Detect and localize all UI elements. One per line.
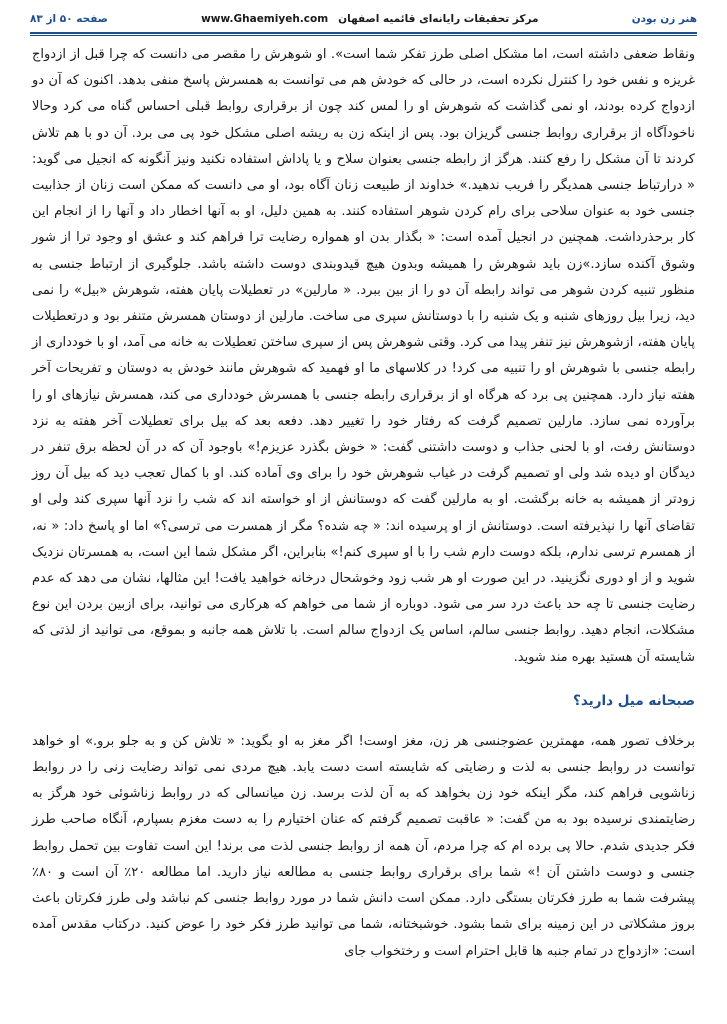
page-number: صفحه ۵۰ از ۸۳	[30, 13, 108, 25]
page-body	[32, 42, 695, 1016]
body-paragraph-2: برخلاف تصور همه، مهمترین عضوجنسی هر زن، مغز اوست! اگر مغز به او بگوید: « تلاش کن و به جلو برو.» او خواهد توانست در روابط جنسی به لذت و رضایتی که شایسته است دست یابد. هیچ مردی نمی تواند رضایت زنی را در روابط زناشویی فراهم کند، مگر اینکه خود زن بخواهد که به آن لذت برسد. زن میانسالی که در روابط زناشوئی خود هرگز به رضایتمندی نرسیده بود به من گفت: « عاقبت تصمیم گرفتم که عنان اختیارم را به دست مغزم بسپارم، آنگاه صاحب طرز فکر جدیدی شدم. حالا پی برده ام که چرا مردم، آن همه از روابط جنسی لذت می برند! این است تفاوت بین تحمل روابط جنسی و دوست داشتن آن !» شما برای برقراری روابط جنسی به مطالعه نیاز دارید. اما مطالعه ۲۰٪ آن است و ۸۰٪ پیشرفت شما به طرز فکرتان بستگی دارد. ممکن است دانش شما در مورد روابط جنسی کم نباشد ولی طرز فکرتان باعث بروز مشکلاتی در این زمینه برای شما بشود. خوشبختانه، شما می توانید طرز فکر خود را عوض کنید. درکتاب مقدس آمده است: «ازدواج در تمام جنبه ها قابل احترام است و رختخواب جای	[32, 733, 695, 959]
header-divider-thin	[30, 35, 697, 36]
section-heading: صبحانه میل دارید؟	[573, 692, 695, 709]
header-center	[201, 13, 538, 25]
page-header	[30, 8, 697, 30]
organization-name: مرکز تحقیقات رایانه‌ای قائمیه اصفهان	[338, 13, 539, 25]
site-url: www.Ghaemiyeh.com	[201, 13, 329, 25]
header-divider	[30, 32, 697, 34]
body-paragraph-1: ونقاط ضعفی داشته است، اما مشکل اصلی طرز تفکر شما است». او شوهرش را مقصر می دانست که چرا قبل از ازدواج غریزه و نفس خود را کنترل نکرده است، در حالی که خودش هم می توانست به همسرش پاسخ منفی بدهد. اکنون که آن دو ازدواج کرده بودند، او نمی گذاشت که شوهرش او را لمس کند چون از برقراری روابط قبلی احساس گناه می کرد وحالا ناخودآگاه از برقراری روابط جنسی گریزان بود. پس از اینکه زن به ریشه اصلی مشکل خود پی می برد. آن دو با هم تلاش کردند تا آن مشکل را رفع کنند. هرگز از رابطه جنسی بعنوان سلاح و یا پاداش استفاده نکنید ونیز آنگونه که انجیل می گوید: « درارتباط جنسی همدیگر را فریب ندهید.» خداوند از طبیعت زنان آگاه بود، او می دانست که ممکن است زنان از جذابیت جنسی خود به عنوان سلاحی برای رام کردن شوهر استفاده کنند. به همین دلیل، او به آنها اخطار داد و آنها را از انجام این کار برحذرداشت. همچنین در انجیل آمده است: « بگذار بدن او همواره رضایت ترا فراهم کند و عشق او وجود ترا از شور وشوق آکنده سازد.»زن باید شوهرش را همیشه وبدون هیچ قیدوبندی دوست داشته باشد. جلوگیری از ارتباط جنسی به منظور تنبیه کردن شوهر می تواند رابطه آن دو را از بین ببرد. « مارلین» در تعطیلات پایان هفته، شوهرش «بیل» را نمی دید، زیرا بیل روزهای شنبه و یک شنبه را با دوستانش سپری می ساخت. مارلین از دوستان همسرش متنفر بود و درتعطیلات پایان هفته، ازشوهرش نیز تنفر پیدا می کرد. وقتی شوهرش پس از سپری ساختن تعطیلات به خانه می آمد، او با خودداری از رابطه جنسی با شوهرش او را تنبیه می کرد! در کلاسهای ما او فهمید که شوهرش مانند خودش به دوستان و تفریحات آخر هفته نیاز دارد. همچنین پی برد که هرگاه او از برقراری رابطه جنسی با همسرش خودداری می کند، همسرش نیازهای او را برآورده نمی سازد. مارلین تصمیم گرفت که رفتار خود را تغییر دهد. دفعه بعد که بیل برای تعطیلات آخر هفته به نزد دوستانش رفت، او با لحنی جذاب و دوست داشتنی گفت: « خوش بگذرد عزیزم!» باوجود آن که در آن لحظه برق تنفر در دیدگان او دیده شد ولی او تصمیم گرفت در غیاب شوهرش خود را برای وی آماده کند. او با کمال تعجب دید که بیل آن روز زودتر از همیشه به خانه برگشت. او به مارلین گفت که دوستانش از او خواسته اند که شب را نزد آنها سپری کند ولی او تقاضای آنها را نپذیرفته است. دوستانش از او پرسیده اند: « چه شده؟ مگر از همسرت می ترسی؟» اما او پاسخ داد: « نه، از همسرم ترسی ندارم، بلکه دوست دارم شب را با او سپری کنم!» بنابراین، اگر مشکل شما این است، به همسرتان نزدیک شوید و از او دوری نگزینید. در این صورت او هر شب زود وخوشحال درخانه خواهید یافت! این مثالها، نشان می دهد که عدم رضایت جنسی تا چه حد باعث درد سر می شود. دوباره از شما می خواهم که هرکاری می توانید، برای ازبین بردن این نوع مشکلات، انجام دهید. روابط جنسی سالم، اساس یک ازدواج سالم است. با تلاش همه جانبه و بموقع، می توانید از لذتی که شایسته آن هستید بهره مند شوید.	[32, 47, 695, 665]
book-title: هنر زن بودن	[631, 13, 697, 25]
